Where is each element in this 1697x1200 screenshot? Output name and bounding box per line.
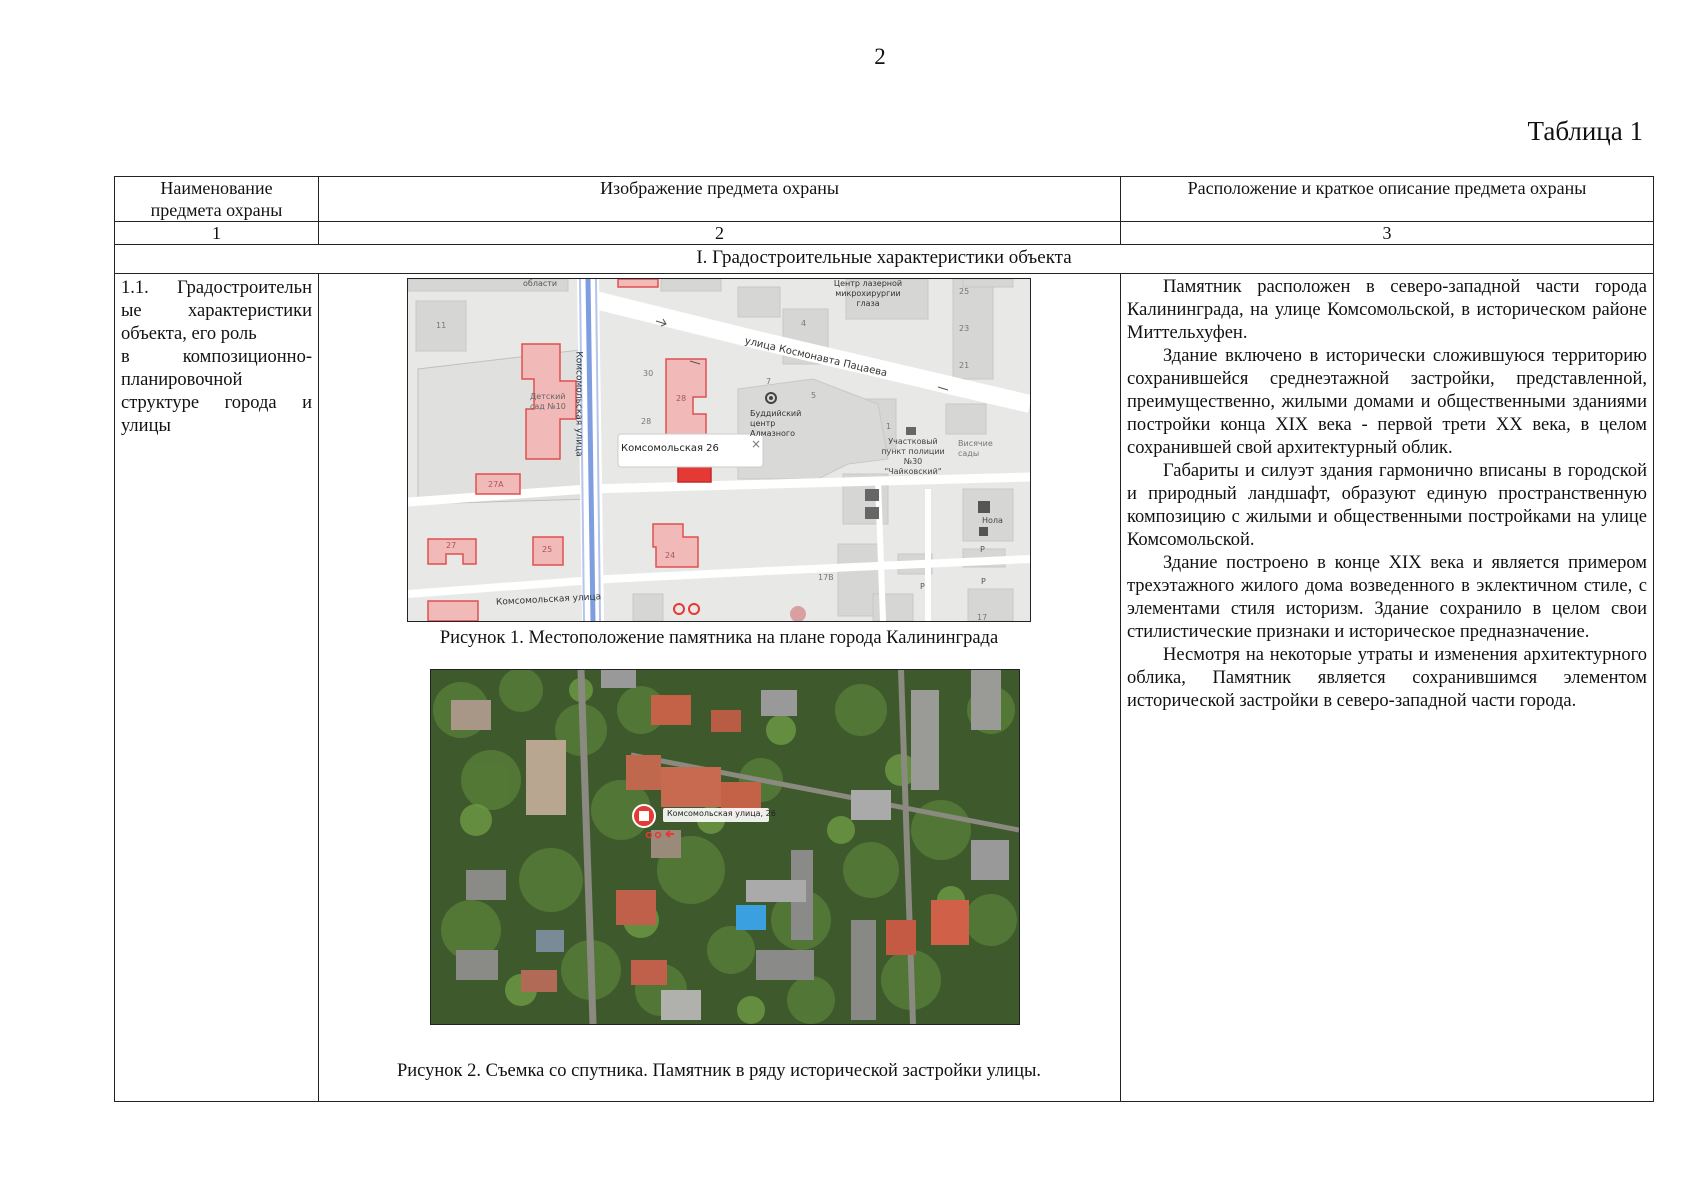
map-label-nola: Нола — [982, 516, 1003, 525]
house-number: 21 — [959, 361, 970, 370]
house-number: 1 — [886, 422, 892, 431]
item-name-line: планировочной — [121, 370, 243, 390]
map-popup-label: Комсомольская 26 — [621, 443, 719, 454]
map-label-police: Участковый пункт полиции №30 "Чайковский" — [881, 437, 945, 476]
header-col1-line2: предмета охраны — [150, 200, 283, 220]
house-number: 17В — [818, 573, 834, 582]
house-number: 11 — [436, 321, 447, 330]
house-number: 7 — [766, 377, 772, 386]
map-popup-close[interactable]: × — [751, 437, 762, 451]
description-paragraph: Габариты и силуэт здания гармонично вписаны в городской и природный ландшафт, образуют единую пространственную композицию с жилыми и общественными постройками на улице Комсомольской. — [1127, 461, 1647, 550]
house-number: 27А — [488, 480, 504, 489]
item-name-line: в композиционно- — [121, 347, 312, 367]
description-paragraph: Несмотря на некоторые утраты и изменения архитектурного облика, Памятник является сохранившимся элементом исторической застройки в северо-западной части города. — [1127, 645, 1647, 711]
header-row — [115, 177, 1654, 222]
house-number: 27 — [446, 541, 457, 550]
description-paragraph: Памятник расположен в северо-западной части города Калининграда, на улице Комсомольской, в историческом районе Миттельхуфен. — [1127, 277, 1647, 343]
column-number-1: 1 — [115, 222, 319, 245]
column-number-row — [115, 222, 1654, 245]
page-number: 2 — [874, 44, 886, 69]
city-map-figure — [407, 278, 1031, 622]
map-label-komsomolskaya-horizontal: Комсомольская улица — [495, 592, 602, 608]
figure1-caption: Рисунок 1. Местоположение памятника на плане города Калининграда — [439, 628, 999, 648]
item-name-line: объекта, его роль — [121, 324, 257, 344]
table-title: Таблица 1 — [1527, 116, 1643, 146]
image-cell — [319, 274, 1121, 1102]
house-number: 25 — [542, 545, 553, 554]
map-label-gardens: Висячие сады — [958, 439, 993, 458]
house-number: 4 — [801, 319, 807, 328]
column-number-3: 3 — [1121, 222, 1654, 245]
protection-table — [114, 176, 1654, 1102]
map-label-buddhist: Буддийский центр Алмазного — [750, 409, 802, 438]
parking-label: P — [920, 582, 925, 591]
map-label-komsomolskaya-vertical: Комсомольская улица — [573, 351, 584, 457]
item-name-line: 1.1. Градостроительн — [121, 278, 312, 298]
row-urban-characteristics — [115, 274, 1654, 1102]
figure2-caption: Рисунок 2. Съемка со спутника. Памятник в ряду исторической застройки улицы. — [396, 1061, 1042, 1081]
parking-label: P — [980, 545, 985, 554]
item-name-cell — [115, 274, 319, 1102]
house-number: 24 — [665, 551, 676, 560]
parking-label: P — [981, 577, 986, 586]
description-paragraph: Здание построено в конце XIX века и является примером трехэтажного жилого дома возведенного в эклектичном стиле, с элементами стиля историзм. Здание сохранило в целом свои стилистические признаки и историческое предназначение. — [1127, 553, 1647, 642]
header-col1 — [115, 177, 319, 222]
house-number: 28 — [641, 417, 652, 426]
item-name-line: ые характеристики — [121, 301, 312, 321]
header-col2: Изображение предмета охраны — [319, 177, 1121, 222]
satellite-figure — [430, 669, 1020, 1025]
section-row — [115, 245, 1654, 274]
map-label-laser: Центр лазерной микрохирургии глаза — [833, 279, 903, 308]
satellite-marker-label: Комсомольская улица, 26 — [667, 809, 776, 818]
satellite-image — [431, 670, 1019, 1024]
house-number: 23 — [959, 324, 970, 333]
map-label-kindergarten: Детский сад №10 — [530, 392, 566, 411]
description-cell — [1121, 274, 1654, 1102]
item-name-line: улицы — [121, 416, 171, 436]
map-label-kosmonavta: улица Космонавта Пацаева — [743, 335, 889, 380]
section-title: I. Градостроительные характеристики объекта — [115, 245, 1654, 274]
house-number: 17 — [977, 613, 988, 622]
header-col1-line1: Наименование — [160, 178, 273, 198]
header-col3: Расположение и краткое описание предмета охраны — [1121, 177, 1654, 222]
house-number: 28 — [676, 394, 687, 403]
house-number: 5 — [811, 391, 817, 400]
map-label-oblasti: области — [523, 279, 558, 288]
item-name-line: структуре города и — [121, 393, 312, 413]
description-paragraph: Здание включено в исторически сложившуюся территорию сохранившейся среднеэтажной застройки, представленной, преимущественно, жилыми домами и общественными зданиями постройки конца XIX века - первой трети XX века, в целом сохранившей свой архитектурный облик. — [1127, 346, 1647, 458]
house-number: 30 — [643, 369, 654, 378]
house-number: 25 — [959, 287, 970, 296]
column-number-2: 2 — [319, 222, 1121, 245]
